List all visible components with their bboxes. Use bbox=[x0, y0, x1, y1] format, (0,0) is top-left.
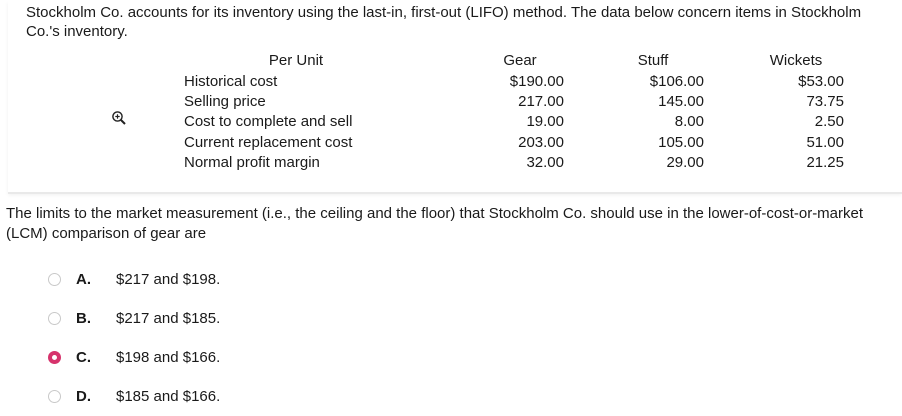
header-wickets: Wickets bbox=[769, 52, 823, 70]
stuff-value: 29.00 bbox=[666, 154, 704, 172]
option-text: $185 and $166. bbox=[116, 387, 221, 405]
header-per-unit: Per Unit bbox=[268, 52, 324, 70]
radio-button-selected[interactable] bbox=[48, 351, 61, 364]
wickets-value: 73.75 bbox=[806, 92, 844, 110]
radio-button[interactable] bbox=[48, 312, 61, 325]
option-b[interactable] bbox=[48, 307, 220, 329]
stuff-value: 8.00 bbox=[674, 113, 704, 131]
option-letter: B. bbox=[76, 309, 91, 327]
row-label: Current replacement cost bbox=[184, 133, 353, 151]
table-row bbox=[180, 133, 844, 153]
option-text: $217 and $185. bbox=[116, 309, 221, 327]
stuff-value: 145.00 bbox=[658, 92, 704, 110]
inventory-data-table bbox=[180, 51, 844, 173]
option-letter: C. bbox=[76, 348, 91, 366]
problem-intro: Stockholm Co. accounts for its inventory using the last-in, first-out (LIFO) method. The data below concern items in Stockholm Co.'s inventory. bbox=[26, 4, 862, 40]
gear-value: 19.00 bbox=[526, 113, 564, 131]
row-label: Normal profit margin bbox=[184, 154, 320, 172]
row-label: Selling price bbox=[184, 92, 266, 110]
gear-value: 217.00 bbox=[518, 92, 564, 110]
question-text: The limits to the market measurement (i.e., the ceiling and the floor) that Stockholm Co. should use in the lower-of-cost-or-market (LCM) comparison of gear are bbox=[6, 205, 864, 242]
option-text: $217 and $198. bbox=[116, 270, 221, 288]
radio-button[interactable] bbox=[48, 273, 61, 286]
gear-value: 32.00 bbox=[526, 154, 564, 172]
row-label: Cost to complete and sell bbox=[184, 113, 353, 131]
gear-value: 203.00 bbox=[518, 133, 564, 151]
gear-value: $190.00 bbox=[509, 72, 564, 90]
option-letter: A. bbox=[76, 270, 91, 288]
header-stuff: Stuff bbox=[637, 52, 669, 70]
table-row bbox=[180, 71, 844, 91]
wickets-value: $53.00 bbox=[798, 72, 844, 90]
stuff-value: 105.00 bbox=[658, 133, 704, 151]
option-c[interactable] bbox=[48, 346, 220, 368]
header-gear: Gear bbox=[503, 52, 537, 70]
zoom-in-icon[interactable] bbox=[111, 110, 127, 126]
stuff-value: $106.00 bbox=[649, 72, 704, 90]
question-data-panel bbox=[8, 0, 902, 192]
option-text: $198 and $166. bbox=[116, 348, 221, 366]
wickets-value: 21.25 bbox=[806, 154, 844, 172]
wickets-value: 2.50 bbox=[814, 113, 844, 131]
table-row bbox=[180, 92, 844, 112]
wickets-value: 51.00 bbox=[806, 133, 844, 151]
radio-button[interactable] bbox=[48, 390, 61, 403]
row-label: Historical cost bbox=[184, 72, 278, 90]
table-row bbox=[180, 112, 844, 132]
table-header-row bbox=[180, 51, 844, 71]
option-letter: D. bbox=[76, 387, 91, 405]
option-a[interactable] bbox=[48, 268, 220, 290]
option-d[interactable] bbox=[48, 385, 220, 407]
table-row bbox=[180, 153, 844, 173]
